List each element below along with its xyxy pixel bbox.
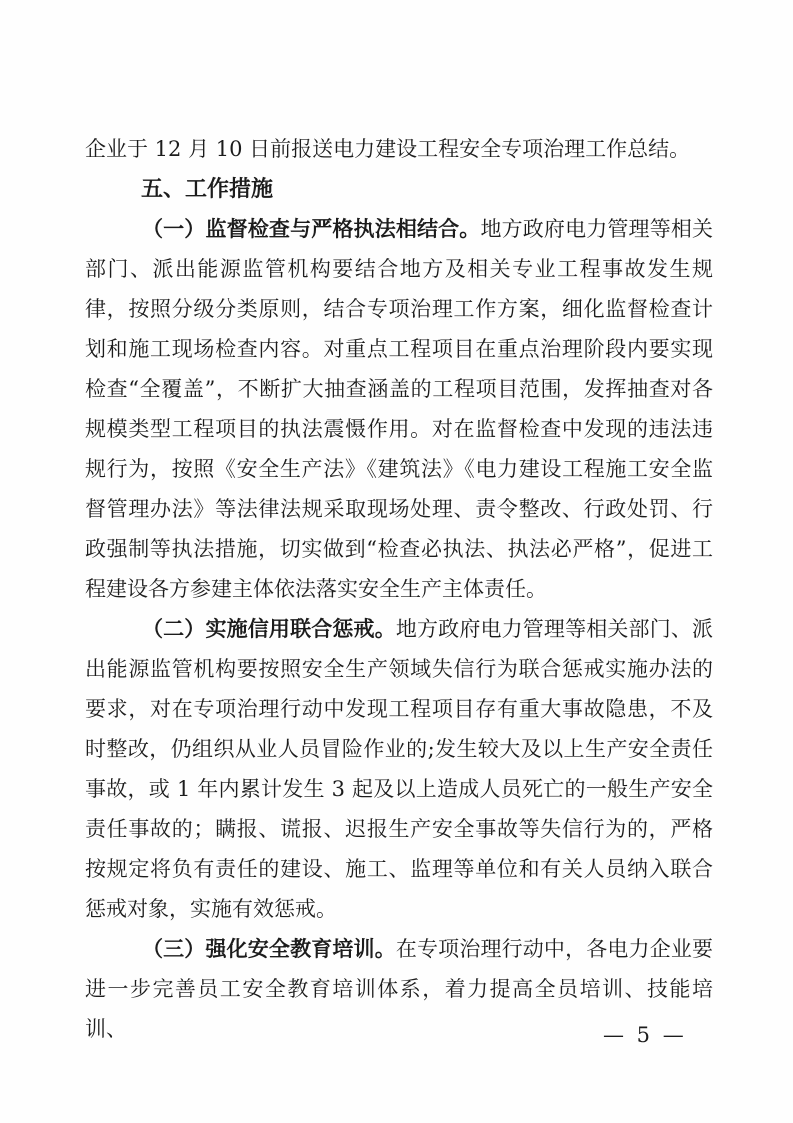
document-body [85,129,713,1049]
section-heading: 五、工作措施 [141,176,274,201]
paragraph-text: 地方政府电力管理等相关部门、派出能源监管机构要结合地方及相关专业工程事故发生规律，按照分级分类原则，结合专项治理工作方案，细化监督检查计划和施工现场检查内容。对重点工程项目在重点治理阶段内要实现检查“全覆盖”，不断扩大抽查涵盖的工程项目范围，发挥抽查对各规模类型工程项目的执法震慑作用。对在监督检查中发现的违法违规行为，按照《安全生产法》《建筑法》《电力建设工程施工安全监督管理办法》等法律法规采取现场处理、责令整改、行政处罚、行政强制等执法措施，切实做到“检查必执法、执法必严格”，促进工程建设各方参建主体依法落实安全生产主体责任。 [85,217,714,601]
page-number: — 5 — [603,1023,687,1047]
paragraph-continuation: 企业于 12 月 10 日前报送电力建设工程安全专项治理工作总结。 [85,137,691,161]
paragraph-text: 地方政府电力管理等相关部门、派出能源监管机构要按照安全生产领域失信行为联合惩戒实施办法的要求，对在专项治理行动中发现工程项目存有重大事故隐患，不及时整改，仍组织从业人员冒险作业的;发生较大及以上生产安全责任事故，或 1 年内累计发生 3 起及以上造成人员死亡的一般生产安全责任事故的；瞒报、谎报、迟报生产安全事故等失信行为的，严格按规定将负有责任的建设、施工、监理等单位和有关人员纳入联合惩戒对象，实施有效惩戒。 [85,617,714,921]
paragraph-item-2 [85,609,713,929]
paragraph-text: 在专项治理行动中，各电力企业要进一步完善员工安全教育培训体系，着力提高全员培训、技能培训、 [85,937,714,1041]
paragraph-item-1 [85,209,713,609]
paragraph-lead: （三）强化安全教育培训。 [142,936,396,961]
paragraph-lead: （一）监督检查与严格执法相结合。 [142,216,481,241]
paragraph-lead: （二）实施信用联合惩戒。 [142,616,396,641]
